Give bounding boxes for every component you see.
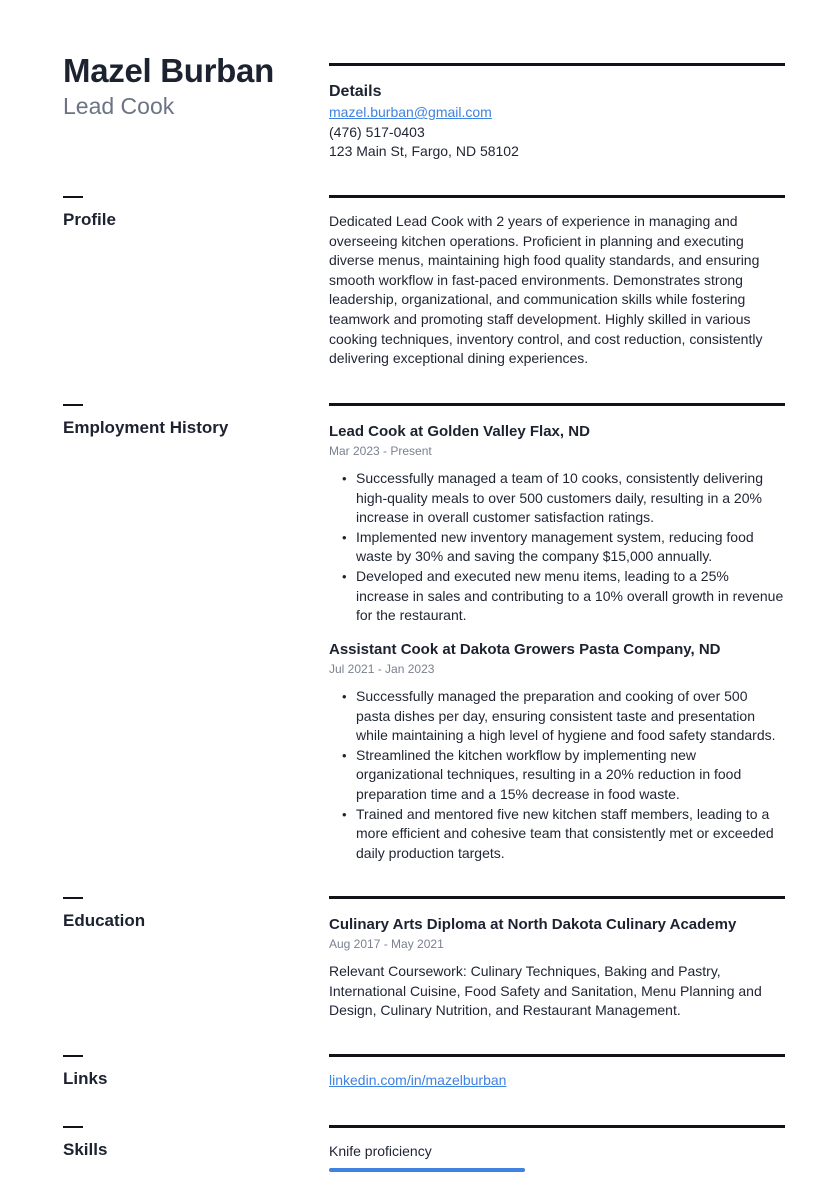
linkedin-link[interactable]: linkedin.com/in/mazelburban (329, 1072, 507, 1088)
details-heading: Details (329, 83, 382, 100)
list-item: • Successfully managed a team of 10 cooks, consistently delivering high-quality meals to over 500 customers daily, resulting in a 20% increase in overall customer satisfaction ratings. (329, 469, 785, 528)
address: 123 Main St, Fargo, ND 58102 (329, 143, 519, 160)
education-coursework: Relevant Coursework: Culinary Techniques, Baking and Pastry, International Cuisine, Food Safety and Sanitation, Menu Planning and Design, Culinary Nutrition, and Restaurant Management. (329, 963, 762, 1019)
list-item: • Streamlined the kitchen workflow by implementing new organizational techniques, resulting in a 20% reduction in food preparation time and a 15% decrease in food waste. (329, 746, 785, 805)
details-section (329, 82, 785, 162)
job-dates-1: Mar 2023 - Present (329, 444, 432, 458)
degree-title: Culinary Arts Diploma at North Dakota Culinary Academy (329, 916, 737, 933)
skill-level-bar (329, 1168, 525, 1172)
email-link[interactable]: mazel.burban@gmail.com (329, 104, 492, 120)
profile-heading: Profile (63, 210, 116, 229)
skill-name: Knife proficiency (329, 1143, 432, 1159)
education-dash (63, 897, 83, 899)
education-divider (329, 896, 785, 899)
links-heading: Links (63, 1069, 108, 1088)
job-title-1: Lead Cook at Golden Valley Flax, ND (329, 423, 590, 440)
candidate-name: Mazel Burban (63, 52, 274, 89)
job-title: Lead Cook (63, 93, 175, 119)
education-heading: Education (63, 911, 146, 930)
links-section (329, 1071, 785, 1091)
list-item: • Developed and executed new menu items, leading to a 25% increase in sales and contributing to a 10% overall growth in revenue for the restaurant. (329, 567, 785, 626)
job-bullets-2 (329, 687, 785, 863)
links-dash (63, 1055, 83, 1057)
skills-divider (329, 1125, 785, 1128)
details-divider (329, 63, 785, 66)
job-entry (329, 422, 785, 626)
list-item: • Trained and mentored five new kitchen staff members, leading to a more efficient and cohesive team that consistently met or exceeded daily production targets. (329, 805, 785, 864)
links-divider (329, 1054, 785, 1057)
profile-divider (329, 195, 785, 198)
employment-divider (329, 403, 785, 406)
education-dates: Aug 2017 - May 2021 (329, 937, 444, 951)
education-entry (329, 915, 785, 1021)
employment-heading: Employment History (63, 418, 229, 437)
skills-heading: Skills (63, 1140, 108, 1159)
phone-number: (476) 517-0403 (329, 123, 425, 140)
job-entry (329, 640, 785, 863)
job-dates-2: Jul 2021 - Jan 2023 (329, 662, 435, 676)
list-item: • Implemented new inventory management system, reducing food waste by 30% and saving the company $15,000 annually. (329, 528, 785, 567)
profile-dash (63, 196, 83, 198)
job-bullets-1 (329, 469, 785, 626)
profile-text: Dedicated Lead Cook with 2 years of experience in managing and overseeing kitchen operations. Proficient in planning and executing diverse menus, maintaining high food quality standards, and ensuring smooth workflow in fast-paced environments. Demonstrates strong leadership, organizational, and communication skills while fostering teamwork and promoting staff development. Highly skilled in various cooking techniques, inventory control, and cost reduction, consistently delivering exceptional dining experiences. (329, 213, 763, 367)
job-title-2: Assistant Cook at Dakota Growers Pasta Company, ND (329, 641, 721, 658)
employment-dash (63, 404, 83, 406)
list-item: • Successfully managed the preparation and cooking of over 500 pasta dishes per day, ensuring consistent taste and presentation while maintaining a high level of hygiene and food safety standards. (329, 687, 785, 746)
skill-item (329, 1142, 785, 1172)
skills-dash (63, 1126, 83, 1128)
